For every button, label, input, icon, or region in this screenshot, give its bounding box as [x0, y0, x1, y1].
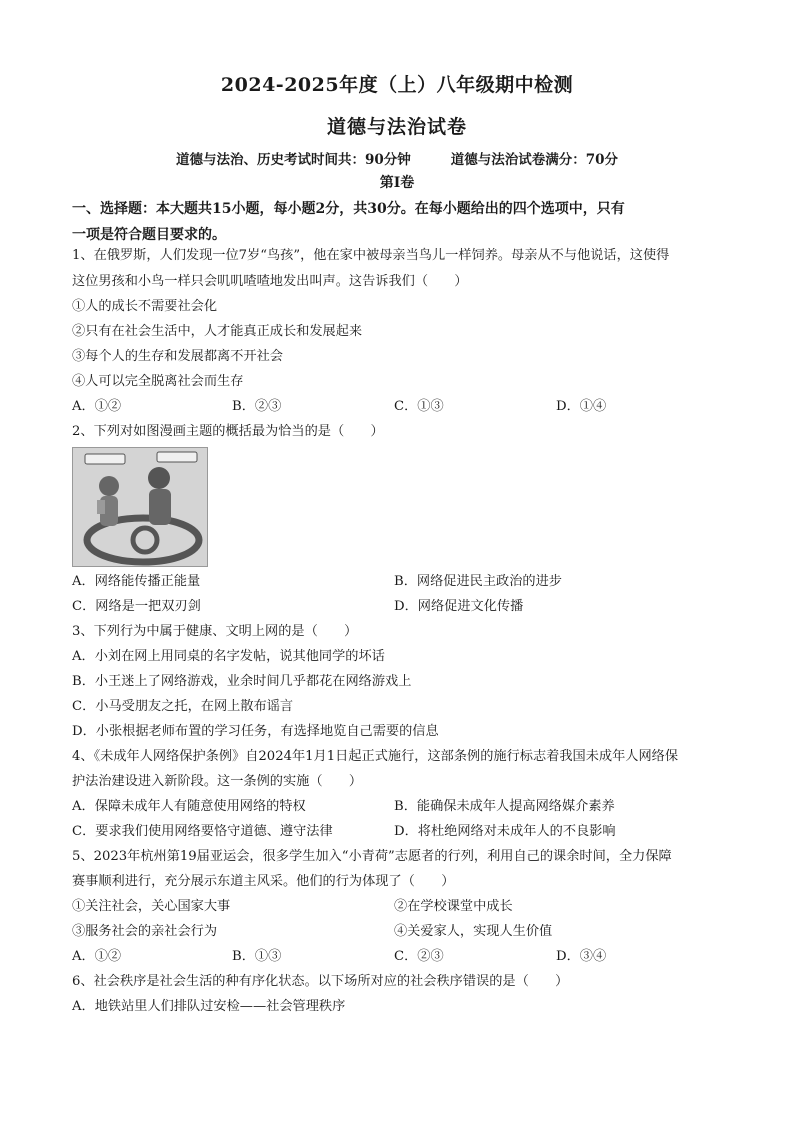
q5-option-a[interactable]: A．①② — [72, 949, 122, 964]
q6-stem: 6、社会秩序是社会生活的种有序化状态。以下场所对应的社会秩序错误的是（ ） — [72, 974, 569, 989]
q2-option-b[interactable]: B．网络促进民主政治的进步 — [394, 574, 562, 589]
q3-option-c[interactable]: C．小马受朋友之托，在网上散布谣言 — [72, 699, 294, 714]
q4-stem-line1: 4、《未成年人网络保护条例》自2024年1月1日起正式施行，这部条例的施行标志着我国未成年人网络保 — [72, 749, 679, 764]
q3-option-d[interactable]: D．小张根据老师布置的学习任务，有选择地览自己需要的信息 — [72, 724, 439, 739]
exam-subject-title: 道德与法治试卷 — [326, 116, 467, 138]
q2-cartoon-image — [72, 447, 208, 567]
score-info: 道德与法治试卷满分：70分 — [450, 152, 619, 168]
volume-heading: 第Ⅰ卷 — [379, 175, 415, 191]
q4-option-d[interactable]: D．将杜绝网络对未成年人的不良影响 — [394, 824, 616, 839]
q4-option-b[interactable]: B．能确保未成年人提高网络媒介素养 — [394, 799, 615, 814]
q1-stem-line1: 1、在俄罗斯，人们发现一位7岁“鸟孩”，他在家中被母亲当鸟儿一样饲养。母亲从不与他说话，这使得 — [72, 248, 670, 263]
q5-statement-4: ④关爱家人，实现人生价值 — [394, 924, 553, 939]
cartoon-illustration — [73, 448, 207, 566]
time-info: 道德与法治、历史考试时间共：90分钟 — [175, 152, 411, 168]
q3-option-a[interactable]: A．小刘在网上用同桌的名字发帖，说其他同学的坏话 — [72, 649, 385, 664]
q2-option-a[interactable]: A．网络能传播正能量 — [72, 574, 201, 589]
q2-option-d[interactable]: D．网络促进文化传播 — [394, 599, 524, 614]
q5-option-c[interactable]: C．②③ — [394, 949, 444, 964]
q1-statement-3: ③每个人的生存和发展都离不开社会 — [72, 349, 283, 364]
q1-option-b[interactable]: B．②③ — [232, 399, 282, 414]
exam-info — [0, 148, 794, 168]
q5-statement-3: ③服务社会的亲社会行为 — [72, 924, 218, 939]
q4-stem-line2: 护法治建设进入新阶段。这一条例的实施（ ） — [72, 774, 363, 789]
q4-option-c[interactable]: C．要求我们使用网络要恪守道德、遵守法律 — [72, 824, 333, 839]
q5-stem-line2: 赛事顺利进行，充分展示东道主风采。他们的行为体现了（ ） — [72, 874, 455, 889]
q2-option-c[interactable]: C．网络是一把双刃剑 — [72, 599, 201, 614]
q3-stem: 3、下列行为中属于健康、文明上网的是（ ） — [72, 624, 358, 639]
q5-statement-1: ①关注社会，关心国家大事 — [72, 899, 231, 914]
q1-option-c[interactable]: C．①③ — [394, 399, 444, 414]
exam-title: 2024-2025年度（上）八年级期中检测 — [220, 74, 574, 96]
section-heading-line2: 一项是符合题目要求的。 — [72, 227, 226, 243]
q5-statement-2: ②在学校课堂中成长 — [394, 899, 513, 914]
q5-stem-line1: 5、2023年杭州第19届亚运会，很多学生加入“小青荷”志愿者的行列，利用自己的课余时间，全力保障 — [72, 849, 672, 864]
q1-statement-2: ②只有在社会生活中，人才能真正成长和发展起来 — [72, 324, 363, 339]
q2-stem: 2、下列对如图漫画主题的概括最为恰当的是（ ） — [72, 424, 384, 439]
q5-option-b[interactable]: B．①③ — [232, 949, 282, 964]
q1-option-d[interactable]: D．①④ — [556, 399, 607, 414]
q1-stem-line2: 这位男孩和小鸟一样只会叽叽喳喳地发出叫声。这告诉我们（ ） — [72, 274, 468, 289]
q6-option-a[interactable]: A．地铁站里人们排队过安检——社会管理秩序 — [72, 999, 346, 1014]
section-heading-line1: 一、选择题：本大题共15小题，每小题2分，共30分。在每小题给出的四个选项中，只有 — [72, 201, 625, 217]
q1-statement-1: ①人的成长不需要社会化 — [72, 299, 218, 314]
q1-option-a[interactable]: A．①② — [72, 399, 122, 414]
q5-option-d[interactable]: D．③④ — [556, 949, 607, 964]
q1-statement-4: ④人可以完全脱离社会而生存 — [72, 374, 244, 389]
q4-option-a[interactable]: A．保障未成年人有随意使用网络的特权 — [72, 799, 306, 814]
q3-option-b[interactable]: B．小王迷上了网络游戏，业余时间几乎都花在网络游戏上 — [72, 674, 412, 689]
